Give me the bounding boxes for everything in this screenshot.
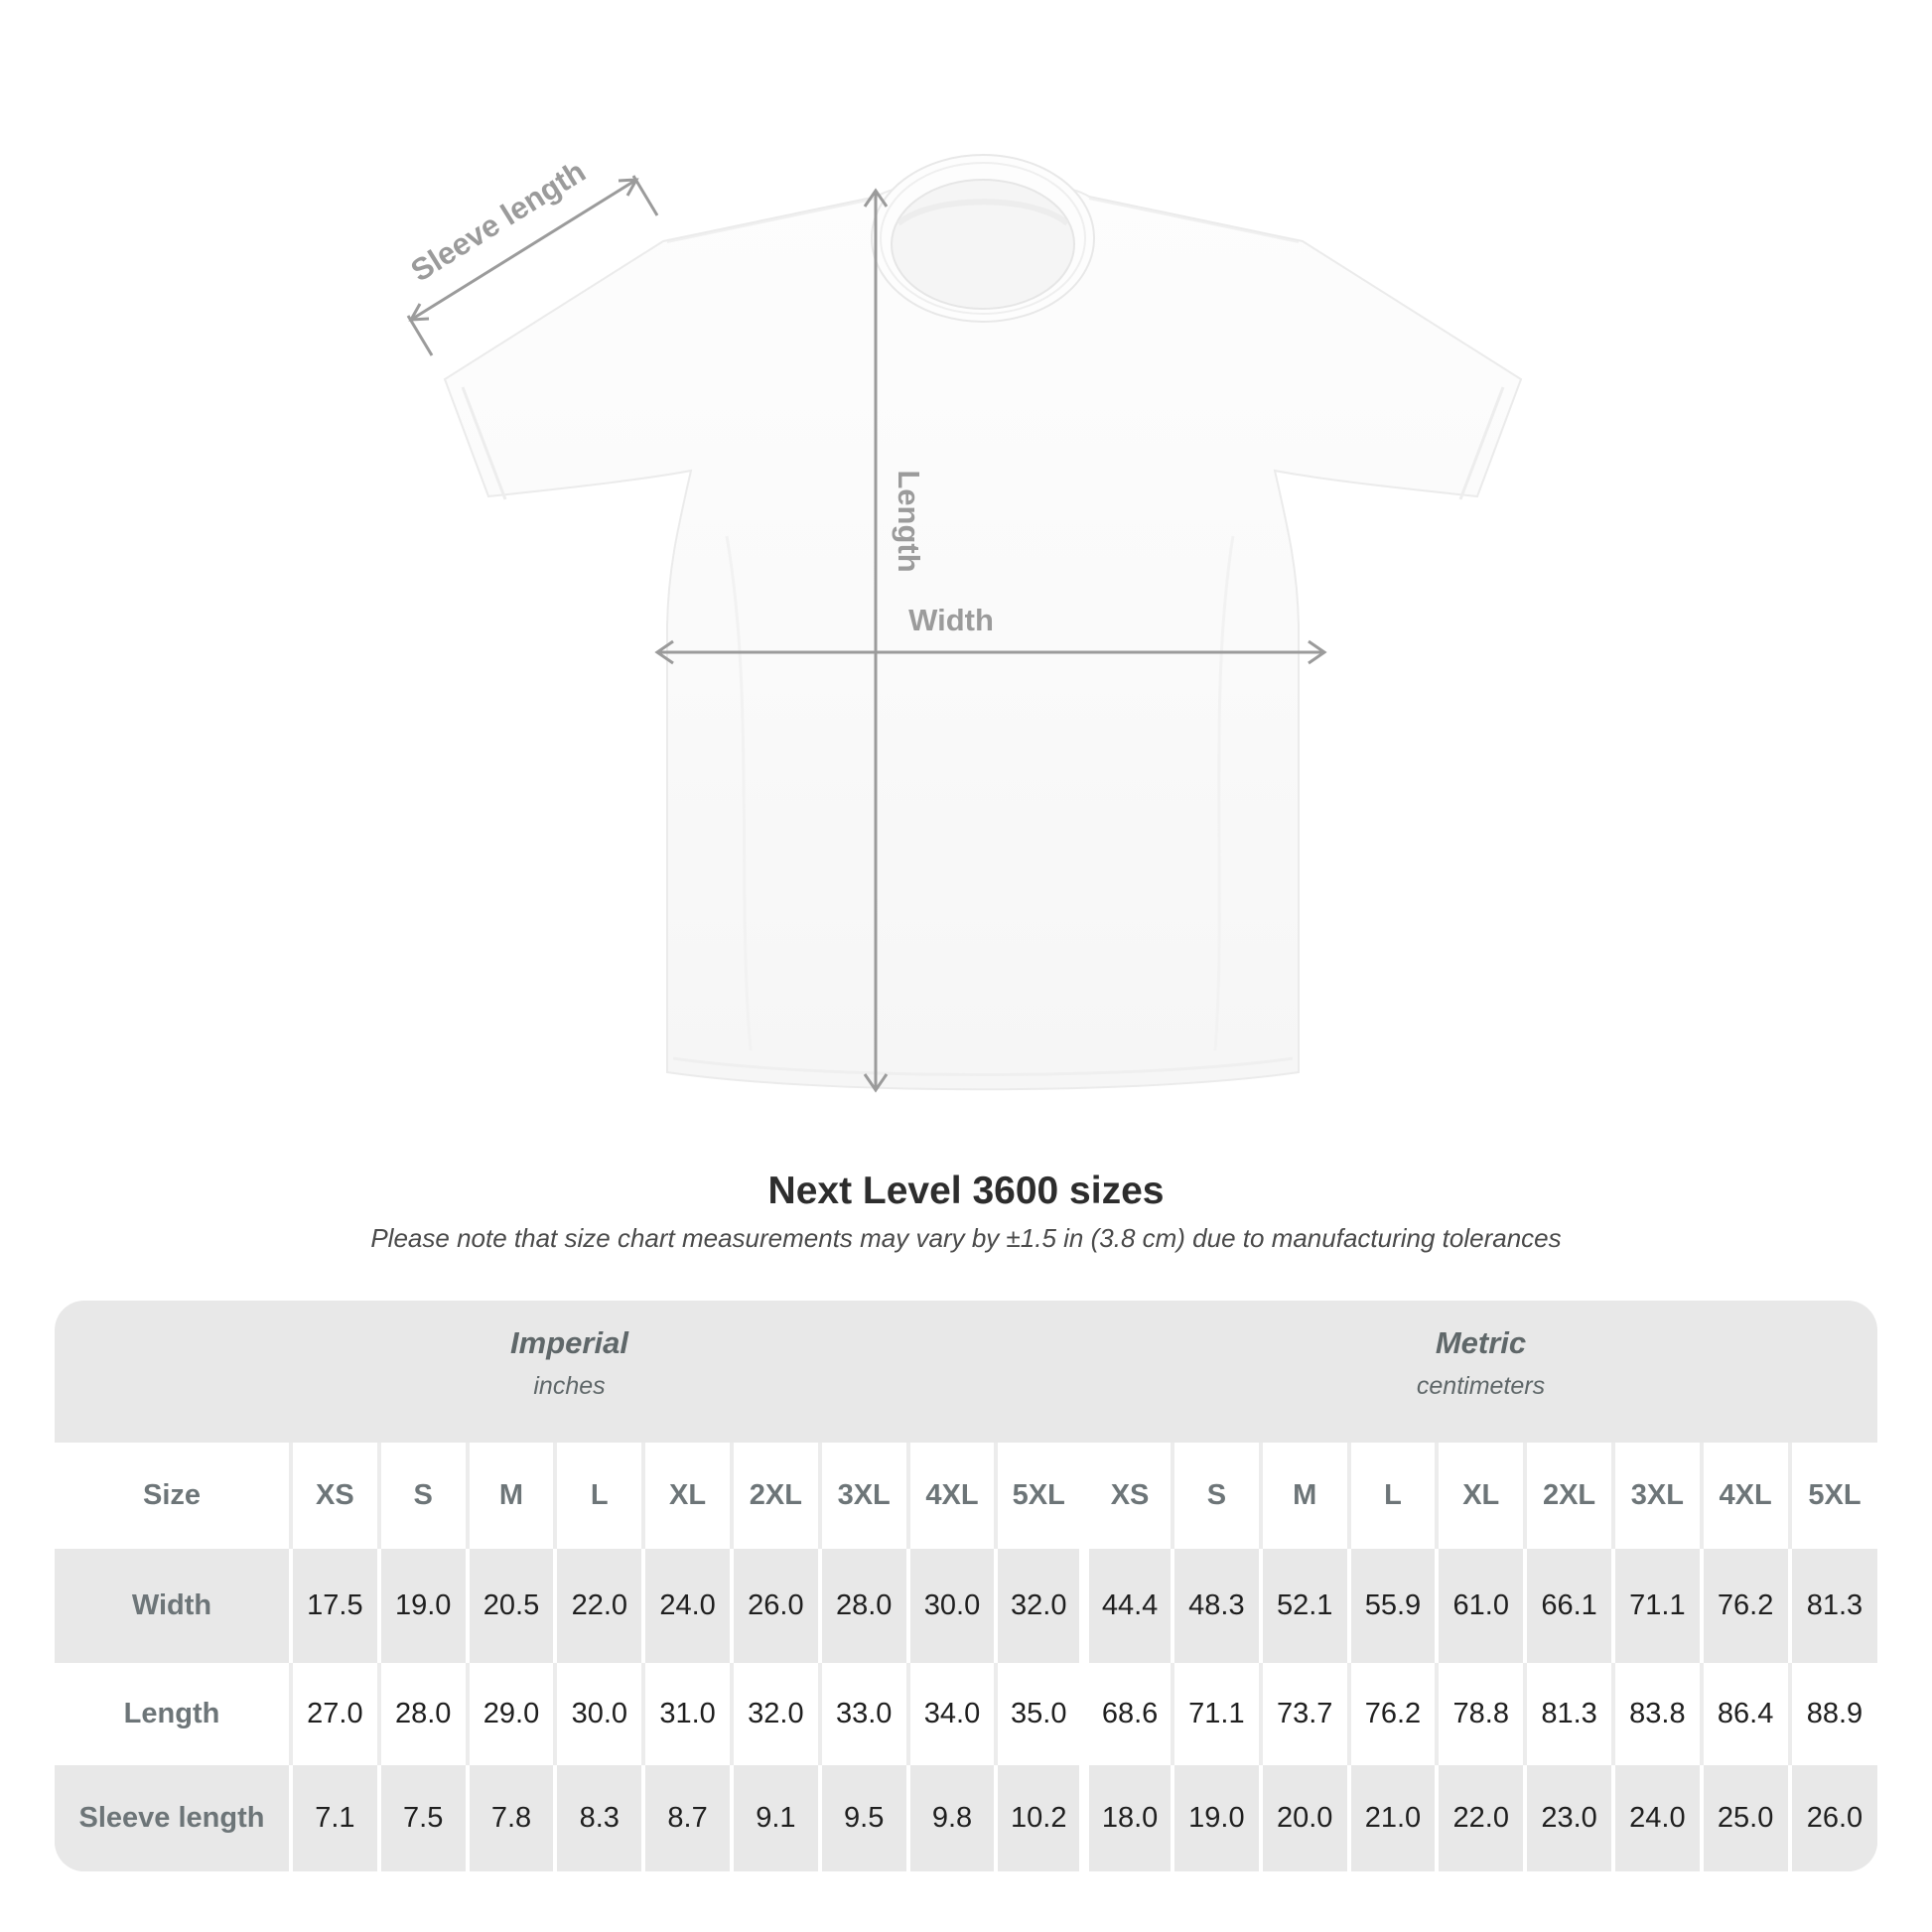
measure-cell: 7.5	[379, 1765, 468, 1871]
measure-cell: 26.0	[732, 1549, 820, 1663]
size-col-header: 5XL	[996, 1443, 1084, 1549]
measure-cell: 25.0	[1702, 1765, 1790, 1871]
measure-cell: 9.8	[908, 1765, 997, 1871]
size-col-header: XL	[643, 1443, 732, 1549]
width-dimension-label: Width	[908, 603, 994, 637]
measure-cell: 24.0	[1613, 1765, 1702, 1871]
size-col-header: 3XL	[820, 1443, 908, 1549]
measure-cell: 9.1	[732, 1765, 820, 1871]
measure-cell: 9.5	[820, 1765, 908, 1871]
page-subtitle: Please note that size chart measurements may vary by ±1.5 in (3.8 cm) due to manufacturing tolerances	[370, 1223, 1562, 1253]
measure-cell: 81.3	[1525, 1663, 1613, 1765]
size-col-header: M	[1261, 1443, 1349, 1549]
table-row-sizes	[55, 1443, 1877, 1549]
measure-cell: 76.2	[1702, 1549, 1790, 1663]
row-label: Sleeve length	[78, 1802, 265, 1834]
metric-header	[1084, 1301, 1877, 1443]
size-col-header: 2XL	[1525, 1443, 1613, 1549]
size-col-header: L	[555, 1443, 643, 1549]
page-title: Next Level 3600 sizes	[767, 1170, 1165, 1212]
measure-cell: 32.0	[996, 1549, 1084, 1663]
measure-cell: 8.3	[555, 1765, 643, 1871]
measure-cell: 29.0	[468, 1663, 556, 1765]
measure-cell: 76.2	[1349, 1663, 1438, 1765]
measure-cell: 20.0	[1261, 1765, 1349, 1871]
sleeve-length-dimension-label: Sleeve length	[404, 153, 592, 289]
row-label: Width	[131, 1589, 212, 1621]
measure-cell: 30.0	[555, 1663, 643, 1765]
measure-cell: 19.0	[379, 1549, 468, 1663]
measure-cell: 30.0	[908, 1549, 997, 1663]
measure-cell: 28.0	[820, 1549, 908, 1663]
size-col-header: 3XL	[1613, 1443, 1702, 1549]
measure-cell: 78.8	[1437, 1663, 1525, 1765]
measure-cell: 44.4	[1084, 1549, 1173, 1663]
size-col-header: M	[468, 1443, 556, 1549]
table-row-length	[55, 1663, 1877, 1765]
measure-cell: 22.0	[555, 1549, 643, 1663]
unit-header-band	[55, 1301, 1877, 1443]
measure-cell: 48.3	[1173, 1549, 1261, 1663]
imperial-header	[55, 1301, 1084, 1443]
size-row-label: Size	[142, 1479, 202, 1511]
measure-cell: 21.0	[1349, 1765, 1438, 1871]
measure-cell: 68.6	[1084, 1663, 1173, 1765]
measure-cell: 20.5	[468, 1549, 556, 1663]
measure-cell: 66.1	[1525, 1549, 1613, 1663]
size-col-header: XS	[291, 1443, 379, 1549]
measure-cell: 19.0	[1173, 1765, 1261, 1871]
table-row-width	[55, 1549, 1877, 1663]
size-chart-card	[55, 1301, 1877, 1871]
measure-cell: 55.9	[1349, 1549, 1438, 1663]
measure-cell: 34.0	[908, 1663, 997, 1765]
size-col-header: L	[1349, 1443, 1438, 1549]
measure-cell: 17.5	[291, 1549, 379, 1663]
measure-cell: 18.0	[1084, 1765, 1173, 1871]
measure-cell: 35.0	[996, 1663, 1084, 1765]
measure-cell: 8.7	[643, 1765, 732, 1871]
measure-cell: 7.8	[468, 1765, 556, 1871]
measure-cell: 86.4	[1702, 1663, 1790, 1765]
measure-cell: 31.0	[643, 1663, 732, 1765]
measure-cell: 26.0	[1790, 1765, 1877, 1871]
measure-cell: 24.0	[643, 1549, 732, 1663]
imperial-title: Imperial	[510, 1325, 628, 1360]
measure-cell: 22.0	[1437, 1765, 1525, 1871]
length-dimension-label: Length	[892, 470, 926, 573]
measure-cell: 52.1	[1261, 1549, 1349, 1663]
size-col-header: 4XL	[1702, 1443, 1790, 1549]
measure-cell: 7.1	[291, 1765, 379, 1871]
measure-cell: 10.2	[996, 1765, 1084, 1871]
measure-cell: 71.1	[1173, 1663, 1261, 1765]
metric-unit: centimeters	[1416, 1372, 1546, 1400]
measure-cell: 32.0	[732, 1663, 820, 1765]
imperial-unit: inches	[533, 1372, 606, 1400]
size-col-header: 5XL	[1790, 1443, 1877, 1549]
table-row-sleeve-length	[55, 1765, 1877, 1871]
sleeve-witness-tick-start	[408, 316, 432, 355]
size-table	[55, 1443, 1877, 1871]
measure-cell: 88.9	[1790, 1663, 1877, 1765]
row-label: Length	[123, 1698, 220, 1729]
size-col-header: S	[379, 1443, 468, 1549]
measure-cell: 73.7	[1261, 1663, 1349, 1765]
measure-cell: 81.3	[1790, 1549, 1877, 1663]
measure-cell: 71.1	[1613, 1549, 1702, 1663]
measure-cell: 33.0	[820, 1663, 908, 1765]
measure-cell: 83.8	[1613, 1663, 1702, 1765]
size-col-header: S	[1173, 1443, 1261, 1549]
measure-cell: 61.0	[1437, 1549, 1525, 1663]
measure-cell: 27.0	[291, 1663, 379, 1765]
size-col-header: 4XL	[908, 1443, 997, 1549]
measure-cell: 23.0	[1525, 1765, 1613, 1871]
size-col-header: 2XL	[732, 1443, 820, 1549]
sleeve-witness-tick-end	[633, 176, 657, 215]
measure-cell: 28.0	[379, 1663, 468, 1765]
size-col-header: XL	[1437, 1443, 1525, 1549]
metric-title: Metric	[1435, 1325, 1527, 1360]
size-col-header: XS	[1084, 1443, 1173, 1549]
